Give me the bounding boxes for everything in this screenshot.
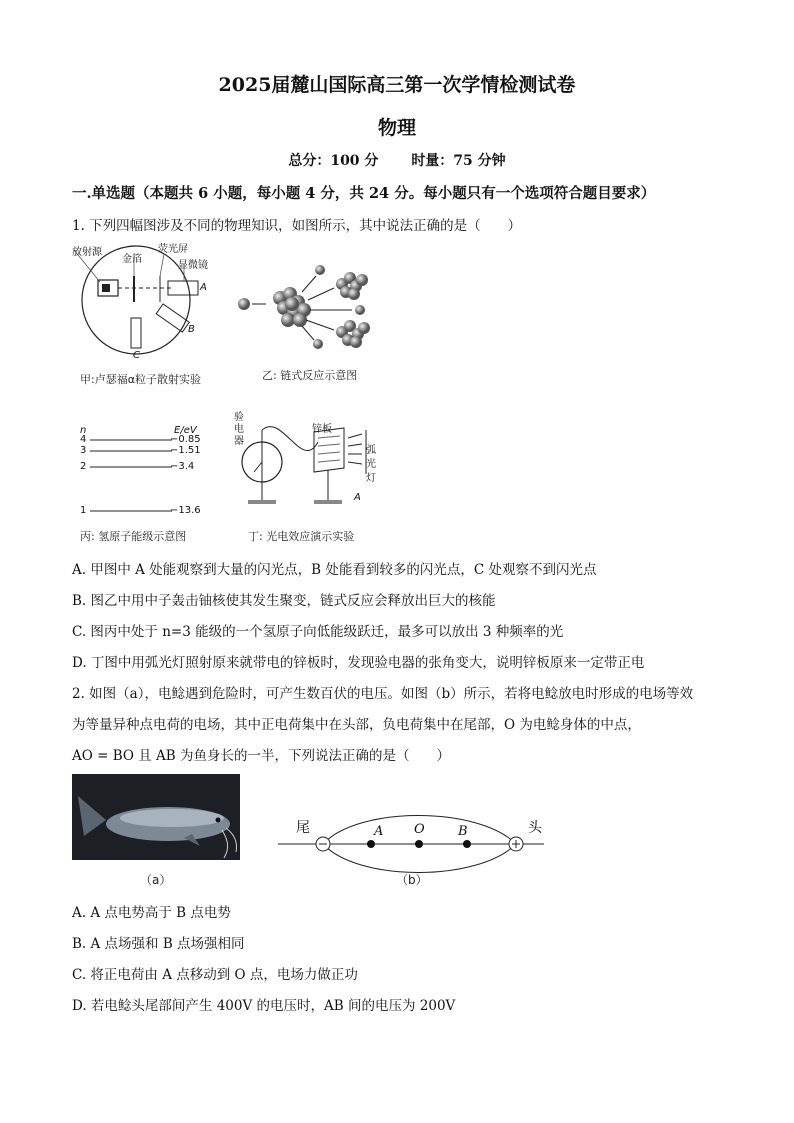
energy-e-label: E/eV xyxy=(174,425,197,436)
label-tail: 尾 xyxy=(296,820,310,836)
label-screen: 荧光屏 xyxy=(158,244,188,255)
label-point-o: O xyxy=(414,822,425,837)
label-a: A xyxy=(200,282,207,293)
section-heading: 一.单选题（本题共 6 小题，每小题 4 分，共 24 分。每小题只有一个选项符合题目要求） xyxy=(72,185,656,202)
level-e-4: −0.85 xyxy=(170,434,201,445)
subject-title: 物理 xyxy=(377,117,416,139)
caption-a: （a） xyxy=(140,873,172,887)
level-n-4: 4 xyxy=(80,434,87,445)
level-n-1: 1 xyxy=(80,505,87,516)
figure-chain-reaction xyxy=(232,254,392,354)
q2-stem-line-2: 为等量异种点电荷的电场，其中正电荷集中在头部，负电荷集中在尾部，O 为电鲶身体的中点， xyxy=(72,717,641,733)
label-c: C xyxy=(133,350,140,361)
caption-bing: 丙: 氢原子能级示意图 xyxy=(80,530,187,543)
label-b: B xyxy=(188,324,195,335)
q2-option-c: C. 将正电荷由 A 点移动到 O 点，电场力做正功 xyxy=(72,967,358,983)
field-diagram xyxy=(278,812,548,874)
q1-option-c: C. 图丙中处于 n=3 能级的一个氢原子向低能级跃迁，最多可以放出 3 种频率的光 xyxy=(72,624,564,640)
q2-stem-line-1: 2. 如图（a），电鲶遇到危险时，可产生数百伏的电压。如图（b）所示，若将电鲶放电时形成的电场等效 xyxy=(72,686,694,702)
q1-option-a: A. 甲图中 A 处能观察到大量的闪光点，B 处能看到较多的闪光点，C 处观察不到闪光点 xyxy=(72,562,597,578)
fish-photo xyxy=(72,774,240,860)
exam-meta xyxy=(0,150,794,170)
q2-option-a: A. A 点电势高于 B 点电势 xyxy=(72,905,231,921)
level-e-3: −1.51 xyxy=(170,445,201,456)
level-e-2: −3.4 xyxy=(170,461,195,472)
label-microscope: 显微镜 xyxy=(178,260,208,271)
label-electroscope: 验 电 器 xyxy=(234,412,244,447)
figure-rutherford xyxy=(72,236,232,386)
energy-n-label: n xyxy=(80,425,87,436)
level-e-1: −13.6 xyxy=(170,505,201,516)
caption-yi: 乙: 链式反应示意图 xyxy=(262,369,358,382)
label-arc-lamp: 弧 光 灯 xyxy=(366,445,376,484)
energy-level-lines xyxy=(86,436,176,516)
time-limit: 时量：75 分钟 xyxy=(411,153,506,169)
label-lamp-a: A xyxy=(354,492,361,503)
q1-option-d: D. 丁图中用弧光灯照射原来就带电的锌板时，发现验电器的张角变大，说明锌板原来一定带正电 xyxy=(72,655,645,671)
label-source: 放射源 xyxy=(72,247,102,258)
caption-b: （b） xyxy=(396,873,428,887)
total-score: 总分：100 分 xyxy=(288,153,379,169)
q2-option-b: B. A 点场强和 B 点场强相同 xyxy=(72,936,245,952)
label-point-b: B xyxy=(458,824,468,839)
caption-ding: 丁: 光电效应演示实验 xyxy=(248,530,355,543)
q1-option-b: B. 图乙中用中子轰击铀核使其发生聚变，链式反应会释放出巨大的核能 xyxy=(72,593,496,609)
level-n-3: 3 xyxy=(80,445,87,456)
question-1-stem: 1. 下列四幅图涉及不同的物理知识，如图所示，其中说法正确的是（ ） xyxy=(72,218,522,234)
q2-stem-line-3: AO = BO 且 AB 为鱼身长的一半，下列说法正确的是（ ） xyxy=(72,748,450,764)
label-head: 头 xyxy=(528,820,542,836)
label-foil: 金箔 xyxy=(122,254,142,265)
page-title: 2025届麓山国际高三第一次学情检测试卷 xyxy=(218,74,576,96)
label-zinc-plate: 锌板 xyxy=(312,424,332,435)
level-n-2: 2 xyxy=(80,461,87,472)
q2-option-d: D. 若电鲶头尾部间产生 400V 的电压时，AB 间的电压为 200V xyxy=(72,998,456,1014)
caption-jia: 甲:卢瑟福α粒子散射实验 xyxy=(80,373,201,386)
figure-photoelectric xyxy=(232,412,382,522)
label-point-a: A xyxy=(374,824,384,839)
